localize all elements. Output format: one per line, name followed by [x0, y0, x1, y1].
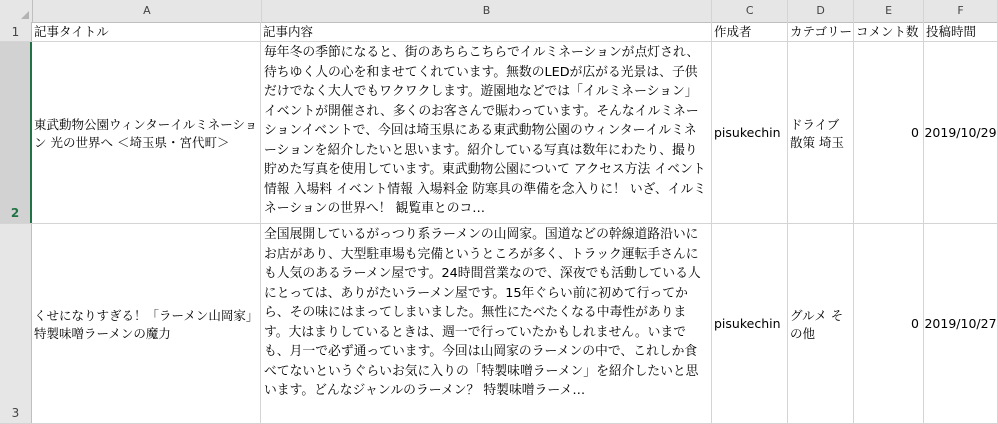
- cell-e1[interactable]: コメント数: [854, 22, 924, 41]
- cell-grid: [0, 22, 998, 424]
- cell-a2[interactable]: 東武動物公園ウィンターイルミネーション 光の世界へ ＜埼玉県・宮代町＞: [32, 42, 261, 223]
- cell-e3[interactable]: 0: [854, 224, 924, 423]
- cell-b2[interactable]: 毎年冬の季節になると、街のあちらこちらでイルミネーションが点灯され、待ちゆく人の心を和ませてくれています。無数のLEDが広がる光景は、子供だけでなく大人でもワクワクします。遊園地などでは「イルミネーション」イベントが開催され、多くのお客さんで賑わっています。そんなイルミネーションイベントで、今回は埼玉県にある東武動物公園のウィンターイルミネーションを紹介したいと思います。紹介している写真は数年にわたり、撮り貯めた写真を使用しています。東武動物公園について アクセス方法 イベント情報 入場料 イベント情報 入場料金 防寒具の準備を念入りに！ いざ、イルミネーションの世界へ！ 観覧車とのコ…: [261, 42, 712, 223]
- column-header-a[interactable]: A: [33, 0, 262, 22]
- cell-d2[interactable]: ドライブ 散策 埼玉: [788, 42, 854, 223]
- select-all-corner[interactable]: [0, 0, 33, 22]
- row-header-1[interactable]: 1: [0, 22, 32, 41]
- column-header-c[interactable]: C: [712, 0, 788, 22]
- cell-b1[interactable]: 記事内容: [261, 22, 712, 41]
- row-header-3[interactable]: 3: [0, 224, 32, 423]
- cell-f2[interactable]: 2019/10/29: [924, 42, 998, 223]
- column-header-f[interactable]: F: [924, 0, 998, 22]
- column-header-row: [0, 0, 998, 23]
- cell-c2[interactable]: pisukechin: [712, 42, 788, 223]
- cell-e2[interactable]: 0: [854, 42, 924, 223]
- column-header-e[interactable]: E: [854, 0, 924, 22]
- cell-d1[interactable]: カテゴリー: [790, 24, 853, 39]
- cell-a3[interactable]: くせになりすぎる！「ラーメン山岡家」特製味噌ラーメンの魔力: [32, 224, 261, 423]
- cell-f1[interactable]: 投稿時間: [924, 22, 998, 41]
- column-header-d[interactable]: D: [788, 0, 854, 22]
- table-row: [0, 224, 998, 424]
- cell-c3[interactable]: pisukechin: [712, 224, 788, 423]
- cell-d3[interactable]: グルメ その他: [788, 224, 854, 423]
- column-header-b[interactable]: B: [262, 0, 713, 22]
- cell-c1[interactable]: 作成者: [712, 22, 788, 41]
- cell-a1[interactable]: 記事タイトル: [32, 22, 261, 41]
- table-row: [0, 42, 998, 224]
- cell-f3[interactable]: 2019/10/27: [924, 224, 998, 423]
- row-header-2[interactable]: 2: [0, 42, 32, 223]
- cell-b3[interactable]: 全国展開しているがっつり系ラーメンの山岡家。国道などの幹線道路沿いにお店があり、大型駐車場も完備というところが多く、トラック運転手さんにも人気のあるラーメン屋です。24時間営業なので、深夜でも活動している人にとっては、ありがたいラーメン屋です。15年ぐらい前に初めて行ってから、その味にはまってしまいました。無性にたべたくなる中毒性があります。大はまりしているときは、週一で行っていたかもしれません。いまでも、月一で必ず通っています。今回は山岡家のラーメンの中で、これしか食べてないというぐらいお気に入りの「特製味噌ラーメン」を紹介したいと思います。どんなジャンルのラーメン？ 特製味噌ラーメ…: [261, 224, 712, 423]
- table-row: [0, 22, 998, 42]
